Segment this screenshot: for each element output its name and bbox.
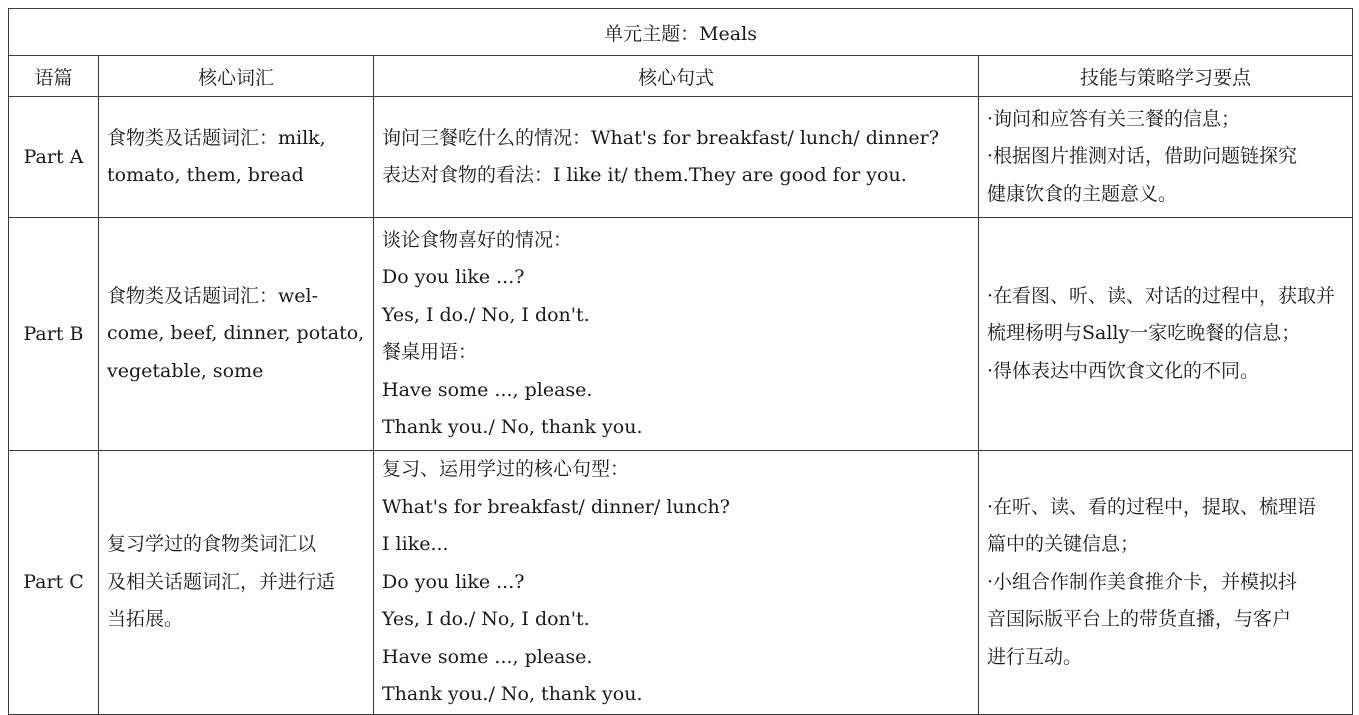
header-core-vocabulary: 核心词汇: [99, 56, 374, 97]
unit-overview-table: [8, 8, 1353, 715]
skill-line: ·询问和应答有关三餐的信息；: [987, 107, 1241, 130]
skill-line: 音国际版平台上的带货直播，与客户: [987, 608, 1292, 630]
header-core-sentence-patterns: 核心句式: [374, 56, 979, 97]
patterns-cell: [374, 97, 979, 218]
pattern-line: 复习、运用学过的核心句型：: [382, 458, 630, 480]
table-row: [9, 218, 1353, 451]
title-row: [9, 9, 1353, 56]
pattern-line: Thank you./ No, thank you.: [382, 416, 643, 438]
document-page: [8, 8, 1353, 715]
table-title: 单元主题：Meals: [9, 9, 1353, 56]
skill-line: 梳理杨明与Sally一家吃晚餐的信息；: [987, 322, 1301, 345]
skill-line: ·在听、读、看的过程中，提取、梳理语: [987, 495, 1317, 518]
part-label: Part A: [9, 97, 99, 218]
skill-line: 进行互动。: [987, 645, 1083, 668]
pattern-line: 询问三餐吃什么的情况：What's for breakfast/ lunch/ dinner?: [382, 126, 939, 149]
pattern-line: 谈论食物喜好的情况：: [382, 228, 573, 251]
pattern-line: Yes, I do./ No, I don't.: [382, 608, 590, 630]
header-row: [9, 56, 1353, 97]
vocab-cell: [99, 451, 374, 715]
skills-cell: [979, 451, 1353, 715]
vocab-line: tomato, them, bread: [107, 164, 304, 186]
pattern-line: Yes, I do./ No, I don't.: [382, 303, 590, 326]
patterns-cell: [374, 451, 979, 715]
header-text-type: 语篇: [9, 56, 99, 97]
skill-line: ·在看图、听、读、对话的过程中，获取并: [987, 284, 1336, 307]
skill-line: ·小组合作制作美食推介卡，并模拟抖: [987, 570, 1298, 593]
pattern-line: Do you like ...?: [382, 570, 525, 593]
part-label: Part C: [9, 451, 99, 715]
pattern-line: 表达对食物的看法：I like it/ them.They are good for you.: [382, 164, 907, 186]
vocab-line: vegetable, some: [107, 359, 264, 382]
skills-cell: [979, 218, 1353, 451]
skills-cell: [979, 97, 1353, 218]
vocab-cell: [99, 218, 374, 451]
vocab-line: 及相关话题词汇，并进行适: [107, 570, 336, 593]
vocab-line: 复习学过的食物类词汇以: [107, 533, 317, 555]
skill-line: 篇中的关键信息；: [987, 533, 1140, 555]
part-label: Part B: [9, 218, 99, 451]
vocab-line: 食物类及话题词汇：milk,: [107, 126, 326, 149]
skill-line: 健康饮食的主题意义。: [987, 182, 1178, 205]
skill-line: ·根据图片推测对话，借助问题链探究: [987, 145, 1298, 168]
pattern-line: What's for breakfast/ dinner/ lunch?: [382, 495, 730, 518]
pattern-line: I like...: [382, 533, 449, 555]
vocab-line: 食物类及话题词汇：wel-: [107, 284, 319, 307]
vocab-line: come, beef, dinner, potato,: [107, 322, 365, 345]
table-row: [9, 97, 1353, 218]
pattern-line: Have some ..., please.: [382, 378, 593, 401]
skill-line: ·得体表达中西饮食文化的不同。: [987, 359, 1260, 382]
vocab-cell: [99, 97, 374, 218]
header-skills-strategies: 技能与策略学习要点: [979, 56, 1353, 97]
pattern-line: 餐桌用语：: [382, 341, 478, 363]
table-row: [9, 451, 1353, 715]
vocab-line: 当拓展。: [107, 608, 184, 630]
patterns-cell: [374, 218, 979, 451]
pattern-line: Do you like ...?: [382, 266, 525, 288]
pattern-line: Have some ..., please.: [382, 645, 593, 668]
pattern-line: Thank you./ No, thank you.: [382, 683, 643, 705]
